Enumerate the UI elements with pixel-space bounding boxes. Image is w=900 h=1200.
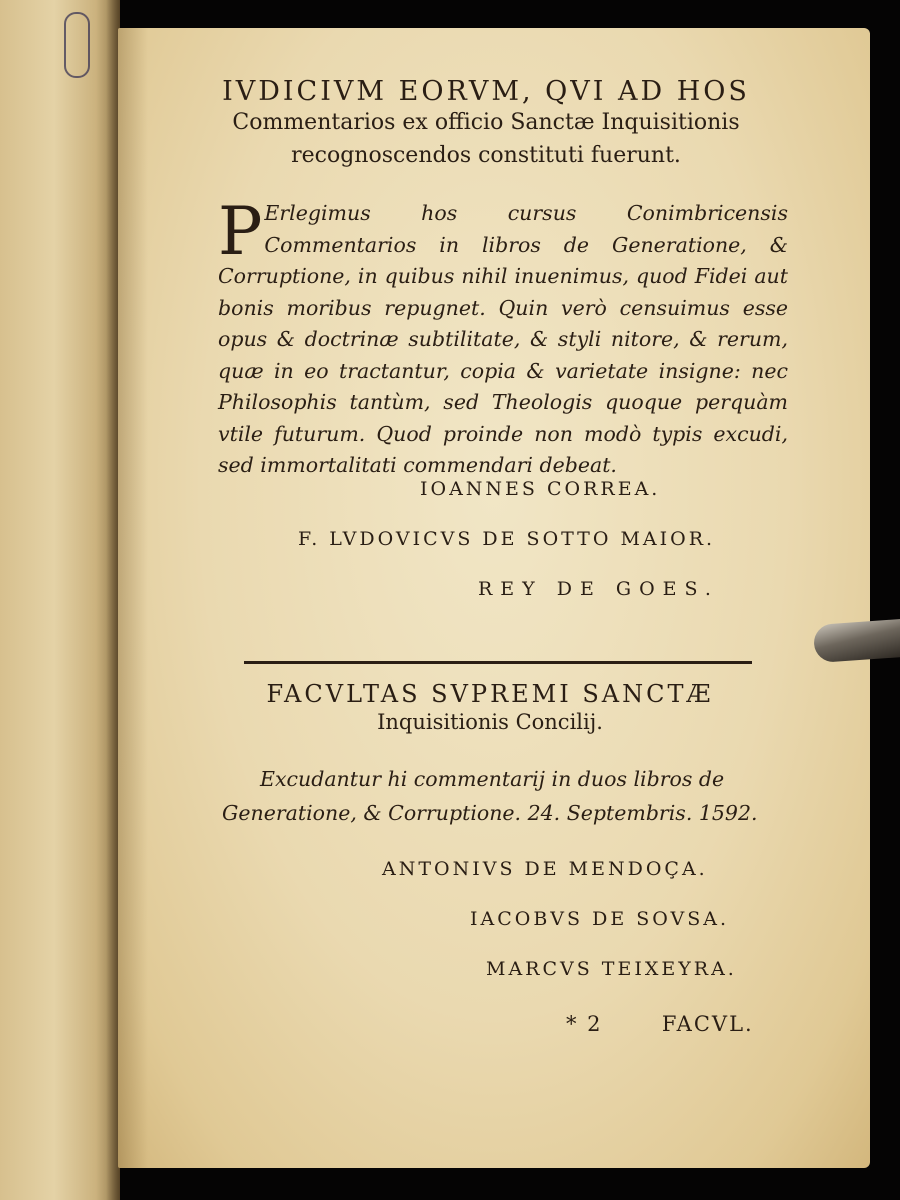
heading-line-2: Commentarios ex officio Sanctæ Inquisitionis xyxy=(232,110,740,135)
gathering-signature: * 2 xyxy=(566,1012,603,1036)
heading-line-3: recognoscendos constituti fuerunt. xyxy=(291,143,681,168)
metal-pointer xyxy=(813,619,900,663)
catchword: FACVL. xyxy=(661,1012,754,1036)
library-stamp xyxy=(64,12,90,78)
drop-cap: P xyxy=(218,193,263,270)
faculty-heading-line-2: Inquisitionis Concilij. xyxy=(377,710,603,734)
license-paragraph: Excudantur hi commentarij in duos libros de Generatione, & Corruptione. 24. Septembris. 1592. xyxy=(222,767,758,825)
signatory-goes: REY DE GOES. xyxy=(478,578,719,600)
faculty-heading-line-1: FACVLTAS SVPREMI SANCTÆ xyxy=(266,680,714,708)
page-signature-catchword xyxy=(566,1012,754,1036)
approval-text: Erlegimus hos cursus Conimbricensis Commentarios in libros de Generatione, & Corruptione, in quibus nihil inuenimus, quod Fidei aut bonis moribus repugnet. Quin verò censuimus esse opus & doctrinæ subtilitate, & styli nitore, & rerum, quæ in eo tractantur, copia & varietate insigne: nec Philosophis tantùm, sed Theologis quoque perquàm vtile futurum. Quod proinde non modò typis excudi, sed immortalitati commendari debeat. xyxy=(218,201,788,477)
signatory-correa: IOANNES CORREA. xyxy=(420,478,661,500)
section-divider xyxy=(244,661,752,664)
left-facing-page xyxy=(0,0,120,1200)
signatory-sousa: IACOBVS DE SOVSA. xyxy=(470,908,729,930)
signatory-mendoca: ANTONIVS DE MENDOÇA. xyxy=(382,858,708,880)
approval-paragraph xyxy=(218,193,788,482)
signatory-sotto-maior: F. LVDOVICVS DE SOTTO MAIOR. xyxy=(298,528,716,550)
heading-line-1: IVDICIVM EORVM, QVI AD HOS xyxy=(222,76,750,107)
signatory-teixeyra: MARCVS TEIXEYRA. xyxy=(486,958,737,980)
